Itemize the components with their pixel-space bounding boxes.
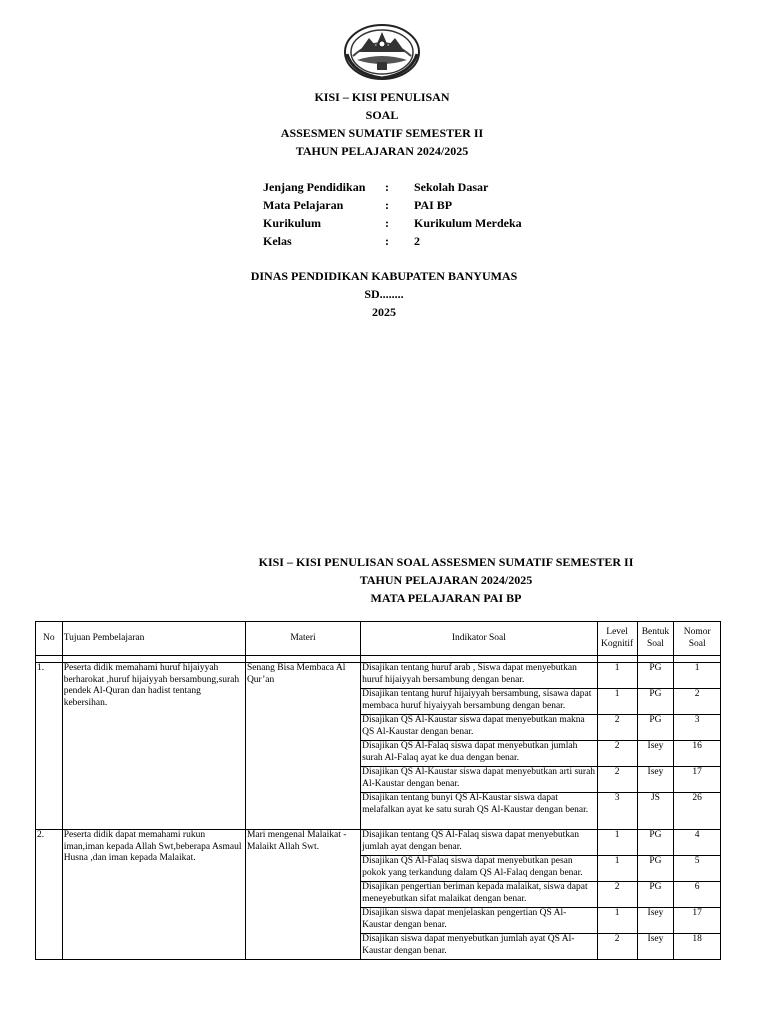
question-number: 17 (674, 908, 721, 934)
header-tujuan: Tujuan Pembelajaran (62, 622, 245, 656)
info-value: Kurikulum Merdeka (414, 216, 522, 230)
cognitive-level-value: 1 (614, 856, 620, 866)
question-type: Isey (637, 767, 674, 793)
cover-title-line: TAHUN PELAJARAN 2024/2025 (295, 144, 469, 158)
question-number: 17 (674, 767, 721, 793)
header-indikator: Indikator Soal (361, 622, 598, 656)
header-level: Level Kognitif (597, 622, 637, 656)
cognitive-level (597, 663, 637, 689)
info-separator: : (385, 180, 389, 194)
question-number: 6 (674, 882, 721, 908)
cognitive-level-value: 1 (614, 663, 620, 673)
question-number: 5 (674, 856, 721, 882)
cognitive-level-value: 1 (614, 689, 620, 699)
question-type: JS (637, 793, 674, 830)
learning-objective: Peserta didik dapat memahami rukun iman,iman kepada Allah Swt,beberapa Asmaul Husna ,dan iman kepada Malaikat. (62, 830, 245, 960)
cognitive-level-value: 1 (614, 830, 620, 840)
info-label: Kurikulum (263, 216, 322, 230)
institution-line: DINAS PENDIDIKAN KABUPATEN BANYUMAS (250, 269, 518, 283)
question-number: 18 (674, 934, 721, 960)
header-no: No (36, 622, 63, 656)
header-materi: Materi (245, 622, 360, 656)
cognitive-level-value: 2 (614, 767, 620, 777)
header-nomor: Nomor Soal (674, 622, 721, 656)
cover-title-line: ASSESMEN SUMATIF SEMESTER II (280, 126, 484, 140)
cognitive-level (597, 715, 637, 741)
info-value: Sekolah Dasar (414, 180, 489, 194)
cognitive-level-value: 2 (614, 934, 620, 944)
question-type: PG (637, 663, 674, 689)
question-number: 4 (674, 830, 721, 856)
section-title-line: KISI – KISI PENULISAN SOAL ASSESMEN SUMATIF SEMESTER II (258, 555, 634, 569)
section-title-line: TAHUN PELAJARAN 2024/2025 (359, 573, 533, 587)
indicator: Disajikan QS Al-Falaq siswa dapat menyebutkan pesan pokok yang terkandung dalam QS Al-Falaq dengan benar. (361, 856, 598, 882)
indicator: Disajikan tentang QS Al-Falaq siswa dapat menyebutkan jumlah ayat dengan benar. (361, 830, 598, 856)
question-type: PG (637, 856, 674, 882)
cognitive-level-value: 2 (614, 741, 620, 751)
indicator: Disajikan tentang bunyi QS Al-Kaustar siswa dapat melafalkan ayat ke satu surah QS Al-Kaustar dengan benar. (361, 793, 598, 830)
cover-title-line: KISI – KISI PENULISAN (314, 90, 450, 104)
institution-line: 2025 (372, 305, 396, 319)
indicator: Disajikan siswa dapat menjelaskan pengertian QS Al-Kaustar dengan benar. (361, 908, 598, 934)
info-label: Kelas (263, 234, 292, 248)
question-number: 26 (674, 793, 721, 830)
indicator: Disajikan QS Al-Falaq siswa dapat menyebutkan jumlah surah Al-Falaq ayat ke dua dengan benar. (361, 741, 598, 767)
header-bentuk: Bentuk Soal (637, 622, 674, 656)
question-type: PG (637, 715, 674, 741)
info-separator: : (385, 234, 389, 248)
material: Senang Bisa Membaca Al Qur’an (245, 663, 360, 830)
cognitive-level-value: 3 (614, 793, 620, 803)
cognitive-level (597, 830, 637, 856)
indicator: Disajikan QS Al-Kaustar siswa dapat menyebutkan makna QS Al-Kaustar dengan benar. (361, 715, 598, 741)
section-title (0, 553, 768, 607)
question-type: PG (637, 830, 674, 856)
indicator: Disajikan tentang huruf arab , Siswa dapat menyebutkan huruf hijaiyyah bersambung dengan benar. (361, 663, 598, 689)
spacer-row (36, 656, 721, 663)
row-number: 2. (36, 830, 63, 960)
info-separator: : (385, 198, 389, 212)
question-type: PG (637, 882, 674, 908)
cognitive-level (597, 908, 637, 934)
question-number: 2 (674, 689, 721, 715)
indicator: Disajikan pengertian beriman kepada malaikat, siswa dapat meneyebutkan sifat malaikat dengan benar. (361, 882, 598, 908)
cover-info (263, 178, 522, 250)
info-row (263, 196, 522, 214)
info-row (263, 214, 522, 232)
info-label: Jenjang Pendidikan (263, 180, 366, 194)
cognitive-level (597, 767, 637, 793)
question-number: 16 (674, 741, 721, 767)
cognitive-level-value: 1 (614, 908, 620, 918)
question-number: 3 (674, 715, 721, 741)
info-value: PAI BP (414, 198, 453, 212)
question-number: 1 (674, 663, 721, 689)
question-type: Isey (637, 908, 674, 934)
material: Mari mengenal Malaikat - Malaikt Allah Swt. (245, 830, 360, 960)
cognitive-level (597, 741, 637, 767)
indicator: Disajikan QS Al-Kaustar siswa dapat menyebutkan arti surah Al-Kaustar dengan benar. (361, 767, 598, 793)
row-number: 1. (36, 663, 63, 830)
question-type: Isey (637, 741, 674, 767)
indicator: Disajikan siswa dapat menyebutkan jumlah ayat QS Al-Kaustar dengan benar. (361, 934, 598, 960)
kisi-table (35, 621, 721, 960)
regency-emblem-logo (343, 22, 421, 82)
cognitive-level (597, 689, 637, 715)
cognitive-level (597, 856, 637, 882)
info-value: 2 (414, 234, 420, 248)
cognitive-level (597, 793, 637, 830)
section-title-line: MATA PELAJARAN PAI BP (370, 591, 522, 605)
info-label: Mata Pelajaran (263, 198, 344, 212)
cognitive-level-value: 2 (614, 715, 620, 725)
table-row (36, 830, 721, 856)
institution-block (0, 267, 768, 321)
table-row (36, 663, 721, 689)
learning-objective: Peserta didik memahami huruf hijaiyyah berharokat ,huruf hijaiyyah bersambung,surah pendek Al-Quran dan hadist tentang kebersihan. (62, 663, 245, 830)
table-header-row (36, 622, 721, 656)
cognitive-level (597, 882, 637, 908)
question-type: Isey (637, 934, 674, 960)
institution-line: SD........ (364, 287, 404, 301)
info-row (263, 178, 522, 196)
cognitive-level-value: 2 (614, 882, 620, 892)
info-separator: : (385, 216, 389, 230)
cover-title (0, 88, 768, 160)
indicator: Disajikan tentang huruf hijaiyyah bersambung, sisawa dapat membaca huruf hiyaiyyah bersambung dengan benar. (361, 689, 598, 715)
cover-title-line: SOAL (365, 108, 399, 122)
question-type: PG (637, 689, 674, 715)
info-row (263, 232, 522, 250)
cognitive-level (597, 934, 637, 960)
